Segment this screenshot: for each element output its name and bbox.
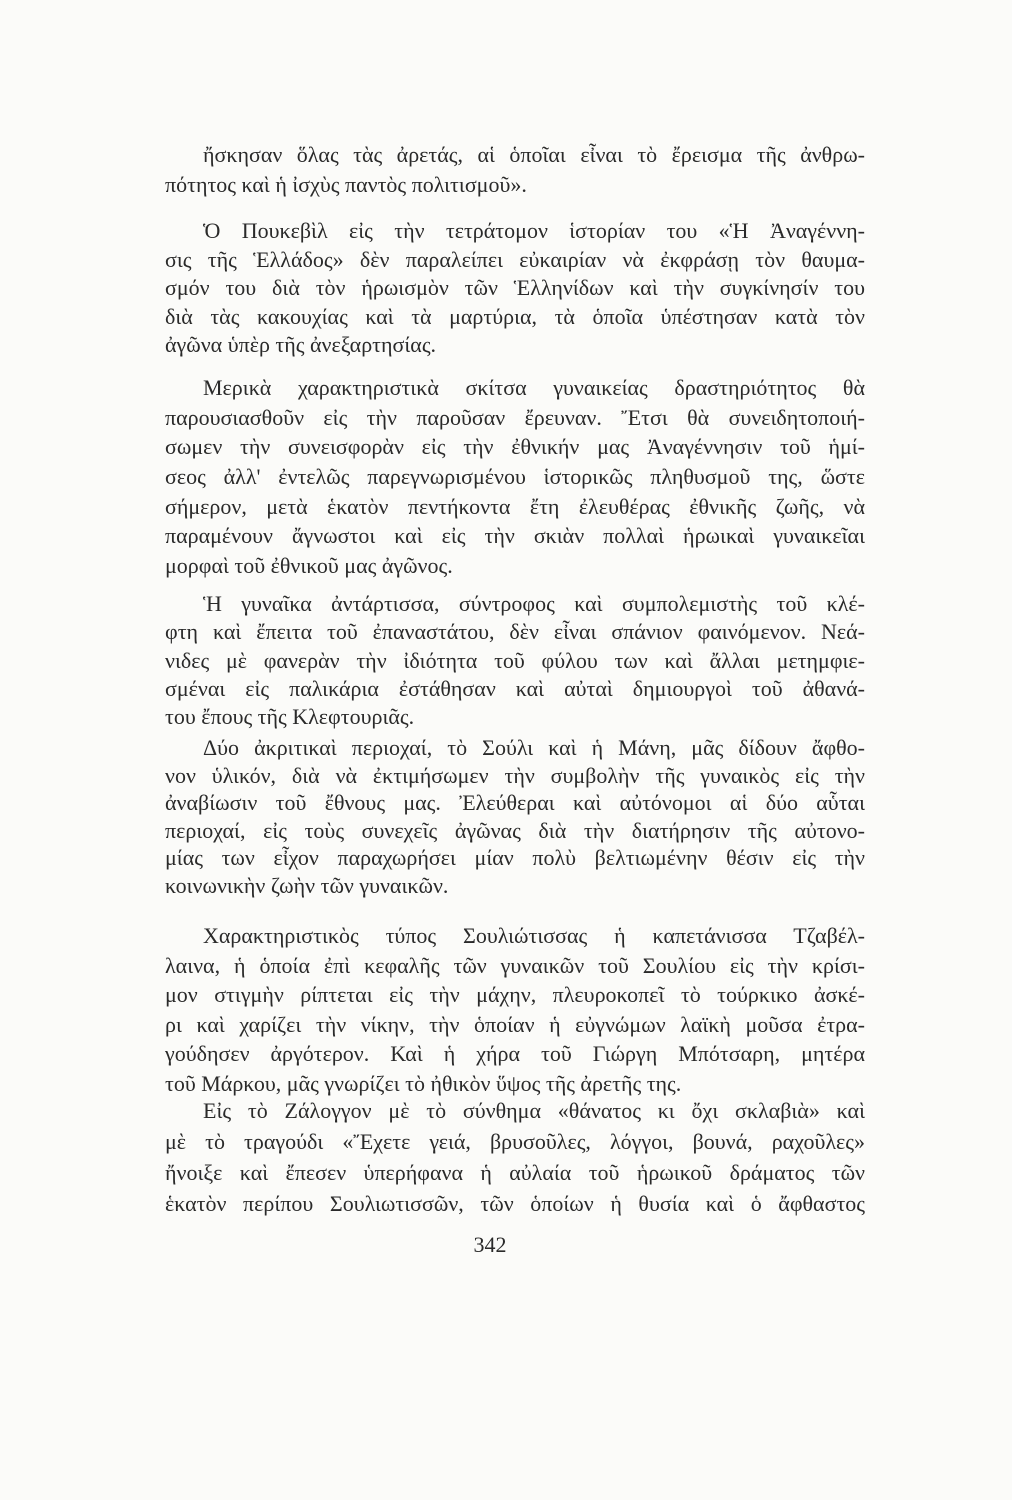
- text-line: Εἰς τὸ Ζάλογγον μὲ τὸ σύνθημα «θάνατος κι ὄχι σκλαβιὰ» καὶ: [203, 1098, 865, 1123]
- text-line: σήμερον, μετὰ ἑκατὸν πεντήκοντα ἔτη ἐλευθέρας ἐθνικῆς ζωῆς, νὰ: [165, 493, 865, 519]
- paragraph: [165, 734, 865, 899]
- text-line: παραμένουν ἄγνωστοι καὶ εἰς τὴν σκιὰν πολλαὶ ἡρωικαὶ γυναικεῖαι: [165, 523, 865, 549]
- text-line: σμέναι εἰς παλικάρια ἐστάθησαν καὶ αὐταὶ δημιουργοὶ τοῦ ἀθανά-: [165, 675, 865, 701]
- text-line: μον στιγμὴν ρίπτεται εἰς τὴν μάχην, πλευροκοπεῖ τὸ τούρκικο ἀσκέ-: [165, 982, 865, 1007]
- text-line: σεος ἀλλ' ἐντελῶς παρεγνωρισμένου ἱστορικῶς πληθυσμοῦ της, ὥστε: [165, 464, 865, 490]
- text-line: πότητος καὶ ἡ ἰσχὺς παντὸς πολιτισμοῦ».: [165, 172, 527, 197]
- text-line: Ὁ Πουκεβὶλ εἰς τὴν τετράτομον ἱστορίαν του «Ἡ Ἀναγέννη-: [203, 218, 865, 243]
- paragraph: [165, 217, 865, 360]
- text-line: νον ὑλικόν, διὰ νὰ ἐκτιμήσωμεν τὴν συμβολὴν τῆς γυναικὸς εἰς τὴν: [165, 762, 865, 788]
- paragraph: [165, 373, 865, 581]
- text-line: σωμεν τὴν συνεισφορὰν εἰς τὴν ἐθνικήν μας Ἀναγέννησιν τοῦ ἡμί-: [165, 434, 865, 460]
- text-line: σμόν του διὰ τὸν ἡρωισμὸν τῶν Ἑλληνίδων καὶ τὴν συγκίνησίν του: [165, 275, 865, 300]
- paragraph: [165, 140, 865, 200]
- text-line: ἀναβίωσιν τοῦ ἔθνους μας. Ἐλεύθεραι καὶ αὐτόνομοι αἱ δύο αὗται: [165, 790, 865, 815]
- text-line: λαινα, ἡ ὁποία ἐπὶ κεφαλῆς τῶν γυναικῶν τοῦ Σουλίου εἰς τὴν κρίσι-: [165, 952, 865, 978]
- text-line: μορφαὶ τοῦ ἐθνικοῦ μας ἀγῶνος.: [165, 553, 453, 579]
- paragraph: [165, 1095, 865, 1219]
- text-line: σις τῆς Ἑλλάδος» δὲν παραλείπει εὐκαιρίαν νὰ ἐκφράσῃ τὸν θαυμα-: [165, 246, 865, 272]
- text-line: μὲ τὸ τραγούδι «Ἔχετε γειά, βρυσοῦλες, λόγγοι, βουνά, ραχοῦλες»: [165, 1129, 865, 1154]
- text-line: ἀγῶνα ὑπὲρ τῆς ἀνεξαρτησίας.: [165, 332, 437, 357]
- text-line: φτη καὶ ἔπειτα τοῦ ἐπαναστάτου, δὲν εἶναι σπάνιον φαινόμενον. Νεά-: [165, 619, 865, 645]
- text-line: ἤνοιξε καὶ ἔπεσεν ὑπερήφανα ἡ αὐλαία τοῦ ἡρωικοῦ δράματος τῶν: [165, 1160, 865, 1185]
- text-line: παρουσιασθοῦν εἰς τὴν παροῦσαν ἔρευναν. Ἔτσι θὰ συνειδητοποιή-: [165, 404, 865, 430]
- text-line: Χαρακτηριστικὸς τύπος Σουλιώτισσας ἡ καπετάνισσα Τζαβέλ-: [203, 923, 865, 948]
- text-line: Δύο ἀκριτικαὶ περιοχαί, τὸ Σούλι καὶ ἡ Μάνη, μᾶς δίδουν ἄφθο-: [203, 735, 865, 760]
- text-line: ἤσκησαν ὅλας τὰς ἀρετάς, αἱ ὁποῖαι εἶναι τὸ ἔρεισμα τῆς ἀνθρω-: [203, 142, 865, 167]
- text-line: Μερικὰ χαρακτηριστικὰ σκίτσα γυναικείας δραστηριότητος θὰ: [203, 375, 865, 400]
- text-line: ἑκατὸν περίπου Σουλιωτισσῶν, τῶν ὁποίων ἡ θυσία καὶ ὁ ἄφθαστος: [165, 1191, 865, 1216]
- text-line: νιδες μὲ φανερὰν τὴν ἰδιότητα τοῦ φύλου των καὶ ἄλλαι μετημφιε-: [165, 647, 865, 673]
- text-line: τοῦ Μάρκου, μᾶς γνωρίζει τὸ ἠθικὸν ὕψος τῆς ἀρετῆς της.: [165, 1070, 682, 1096]
- paragraph: [165, 921, 865, 1098]
- text-line: γούδησεν ἀργότερον. Καὶ ἡ χήρα τοῦ Γιώργη Μπότσαρη, μητέρα: [165, 1041, 865, 1066]
- paragraph: [165, 590, 865, 731]
- text-line: μίας των εἶχον παραχωρήσει μίαν πολὺ βελτιωμένην θέσιν εἰς τὴν: [165, 845, 865, 870]
- text-line: κοινωνικὴν ζωὴν τῶν γυναικῶν.: [165, 872, 449, 898]
- text-line: περιοχαί, εἰς τοὺς συνεχεῖς ἀγῶνας διὰ τὴν διατήρησιν τῆς αὐτονο-: [165, 817, 865, 843]
- text-line: ρι καὶ χαρίζει τὴν νίκην, τὴν ὁποίαν ἡ εὐγνώμων λαϊκὴ μοῦσα ἐτρα-: [165, 1011, 865, 1037]
- text-line: του ἔπους τῆς Κλεφτουριᾶς.: [165, 704, 415, 730]
- text-line: Ἡ γυναῖκα ἀντάρτισσα, σύντροφος καὶ συμπολεμιστὴς τοῦ κλέ-: [203, 591, 865, 616]
- text-line: διὰ τὰς κακουχίας καὶ τὰ μαρτύρια, τὰ ὁποῖα ὑπέστησαν κατὰ τὸν: [165, 303, 865, 329]
- page-number: 342: [473, 1232, 507, 1257]
